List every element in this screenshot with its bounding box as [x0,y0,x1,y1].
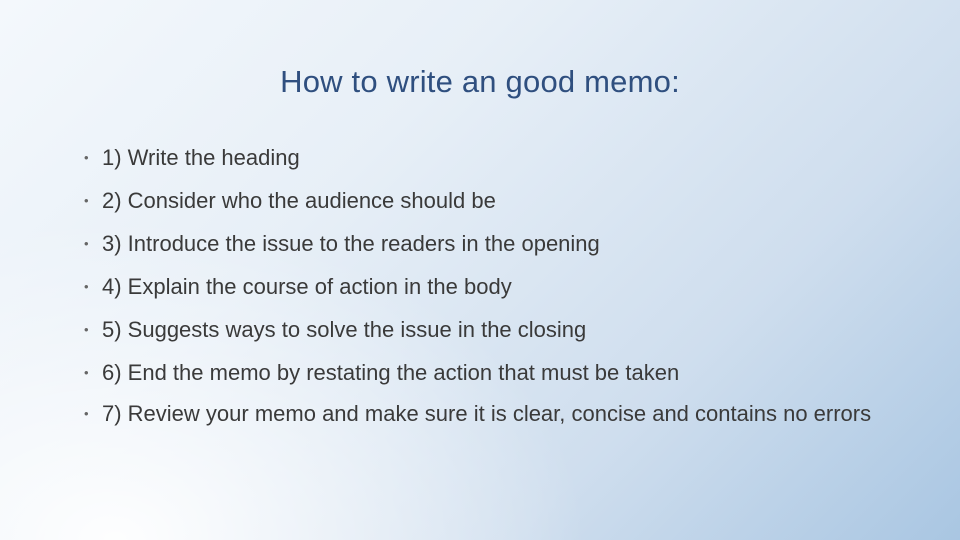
bullet-icon: • [84,365,89,380]
bullet-text: 7) Review your memo and make sure it is clear, concise and contains no errors [102,401,872,426]
bullet-item [82,358,882,387]
bullet-item [82,272,882,301]
bullet-text: 2) Consider who the audience should be [102,188,496,213]
bullet-text: 1) Write the heading [102,145,300,170]
bullet-icon: • [84,150,89,165]
bullet-text: 4) Explain the course of action in the body [102,274,512,299]
bullet-item [82,315,882,344]
bullet-icon: • [84,279,89,294]
bullet-list [82,143,882,440]
bullet-icon: • [84,193,89,208]
bullet-item [82,143,882,172]
bullet-item [82,401,882,426]
bullet-text: 3) Introduce the issue to the readers in the opening [102,231,600,256]
bullet-icon: • [84,406,89,421]
bullet-text: 6) End the memo by restating the action that must be taken [102,360,680,385]
slide-title: How to write an good memo: [280,64,680,99]
bullet-icon: • [84,236,89,251]
bullet-icon: • [84,322,89,337]
bullet-text: 5) Suggests ways to solve the issue in the closing [102,317,587,342]
bullet-item [82,186,882,215]
bullet-item [82,229,882,258]
